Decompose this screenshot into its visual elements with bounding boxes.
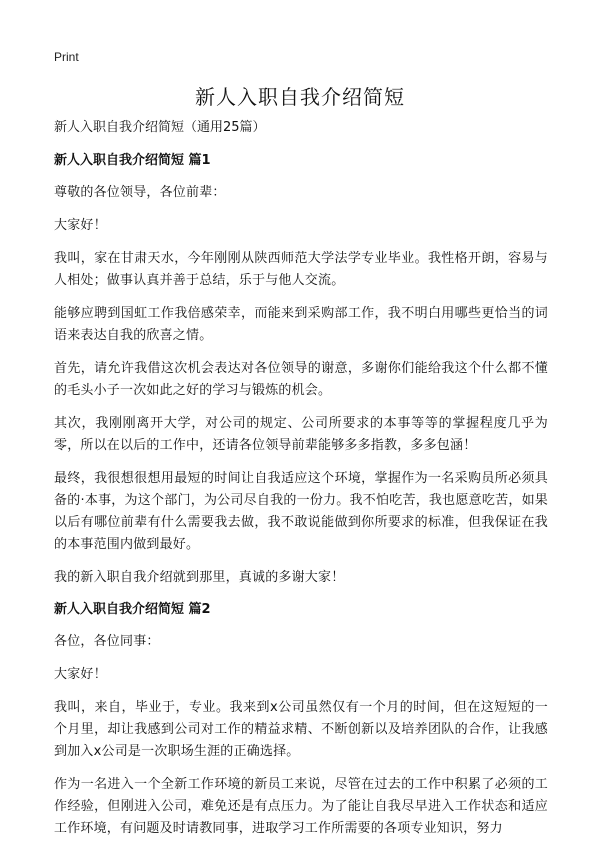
document-subtitle: 新人入职自我介绍简短（通用25篇） <box>54 120 266 135</box>
section-heading: 新人入职自我介绍简短 篇2 <box>54 602 211 617</box>
paragraph: 大家好！ <box>54 667 107 682</box>
document-body <box>54 118 548 851</box>
paragraph: 其次，我刚刚离开大学，对公司的规定、公司所要求的本事等等的掌握程度几乎为零，所以在以后的工作中，还请各位领导前辈能够多多指教，多多包涵！ <box>54 416 548 453</box>
paragraph: 最终，我很想很想用最短的时间让自我适应这个环境，掌握作为一名采购员所必须具备的·本事，为这个部门，为公司尽自我的一份力。我不怕吃苦，我也愿意吃苦，如果以后有哪位前辈有什么需要我去做，我不敢说能做到你所要求的标准，但我保证在我的本事范围内做到最好。 <box>54 471 548 552</box>
document-title: 新人入职自我介绍简短 <box>195 85 405 109</box>
paragraph: 我的新入职自我介绍就到那里，真诚的多谢大家！ <box>54 570 345 585</box>
paragraph: 我叫，来自，毕业于，专业。我来到x公司虽然仅有一个月的时间，但在这短短的一个月里，却让我感到公司对工作的精益求精、不断创新以及培养团队的合作，让我感到加入x公司是一次职场生涯的正确选择。 <box>54 700 548 759</box>
section-heading: 新人入职自我介绍简短 篇1 <box>54 153 211 168</box>
paragraph: 尊敬的各位领导，各位前辈： <box>54 185 226 200</box>
paragraph: 各位，各位同事： <box>54 634 160 649</box>
paragraph: 我叫，家在甘肃天水，今年刚刚从陕西师范大学法学专业毕业。我性格开朗，容易与人相处；做事认真并善于总结，乐于与他人交流。 <box>54 251 548 288</box>
section-1 <box>54 151 548 589</box>
print-link[interactable]: Print <box>54 50 79 64</box>
paragraph: 首先，请允许我借这次机会表达对各位领导的谢意，多谢你们能给我这个什么都不懂的毛头小子一次如此之好的学习与锻炼的机会。 <box>54 361 548 398</box>
paragraph: 大家好！ <box>54 218 107 233</box>
paragraph: 能够应聘到国虹工作我倍感荣幸，而能来到采购部工作，我不明白用哪些更恰当的词语来表达自我的欣喜之情。 <box>54 306 548 343</box>
section-2 <box>54 600 548 840</box>
paragraph: 作为一名进入一个全新工作环境的新员工来说，尽管在过去的工作中积累了必须的工作经验，但刚进入公司，难免还是有点压力。为了能让自我尽早进入工作状态和适应工作环境，有问题及时请教同事，进取学习工作所需要的各项专业知识，努力 <box>54 777 548 836</box>
